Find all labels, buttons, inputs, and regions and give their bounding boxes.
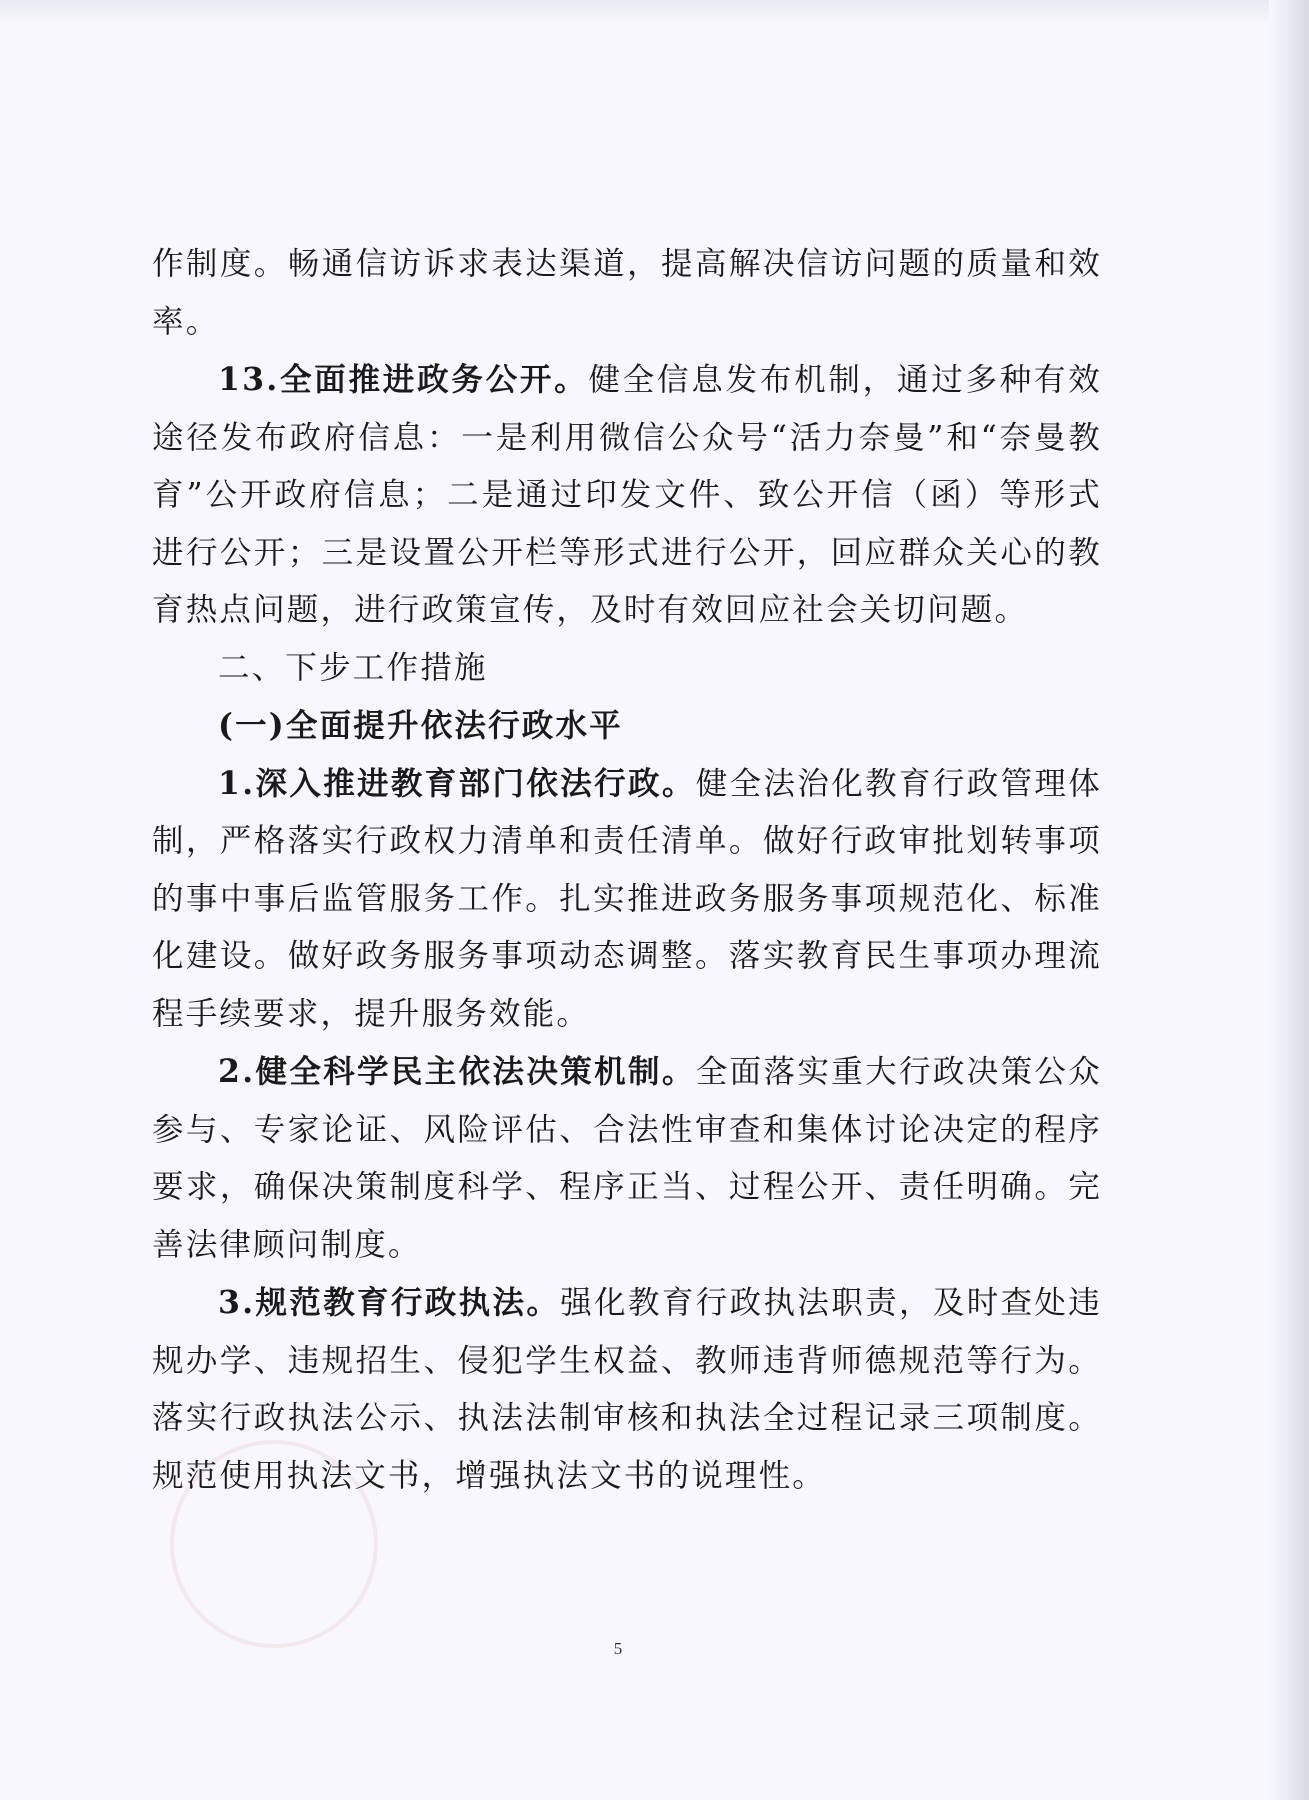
item-2-body: 全面落实重大行政决策公众参与、专家论证、风险评估、合法性审查和集体讨论决定的程序要求，确保决策制度科学、程序正当、过程公开、责任明确。完善法律顾问制度。 xyxy=(152,1054,1103,1263)
item-13-body: 健全信息发布机制，通过多种有效途径发布政府信息：一是利用微信公众号“活力奈曼”和“奈曼教育”公开政府信息；二是通过印发文件、致公开信（函）等形式进行公开；三是设置公开栏等形式进行公开，回应群众关心的教育热点问题，进行政策宣传，及时有效回应社会关切问题。 xyxy=(152,362,1102,628)
item-3-lead: 3.规范教育行政执法。 xyxy=(218,1284,561,1321)
item-2-lead: 2.健全科学民主依法决策机制。 xyxy=(218,1053,696,1090)
item-1-lead: 1.深入推进教育部门依法行政。 xyxy=(218,764,696,802)
item-3-body: 强化教育行政执法职责，及时查处违规办学、违规招生、侵犯学生权益、教师违背师德规范等行为。落实行政执法公示、执法法制审核和执法全过程记录三项制度。规范使用执法文书，增强执法文书的说理性。 xyxy=(152,1285,1103,1494)
document-body xyxy=(152,236,1102,1505)
item-13-lead: 13.全面推进政务公开。 xyxy=(218,361,589,398)
scan-right-edge xyxy=(1269,0,1309,1800)
section-heading: 二、下步工作措施 xyxy=(218,649,488,686)
paragraph-item-2 xyxy=(152,1043,1102,1274)
subsection-heading: (一)全面提升依法行政水平 xyxy=(218,707,623,744)
paragraph-item-13 xyxy=(152,351,1102,640)
paragraph-item-3 xyxy=(152,1274,1102,1505)
scan-top-shadow xyxy=(0,0,1309,24)
item-1-body: 健全法治化教育行政管理体制，严格落实行政权力清单和责任清单。做好行政审批划转事项的事中事后监管服务工作。扎实推进政务服务事项规范化、标准化建设。做好政务服务事项动态调整。落实教育民生事项办理流程手续要求，提升服务效能。 xyxy=(152,765,1103,1032)
page-number: 5 xyxy=(613,1639,623,1658)
paragraph-item-1 xyxy=(152,755,1102,1044)
paragraph-intro: 作制度。畅通信访诉求表达渠道，提高解决信访问题的质量和效率。 xyxy=(152,246,1102,340)
